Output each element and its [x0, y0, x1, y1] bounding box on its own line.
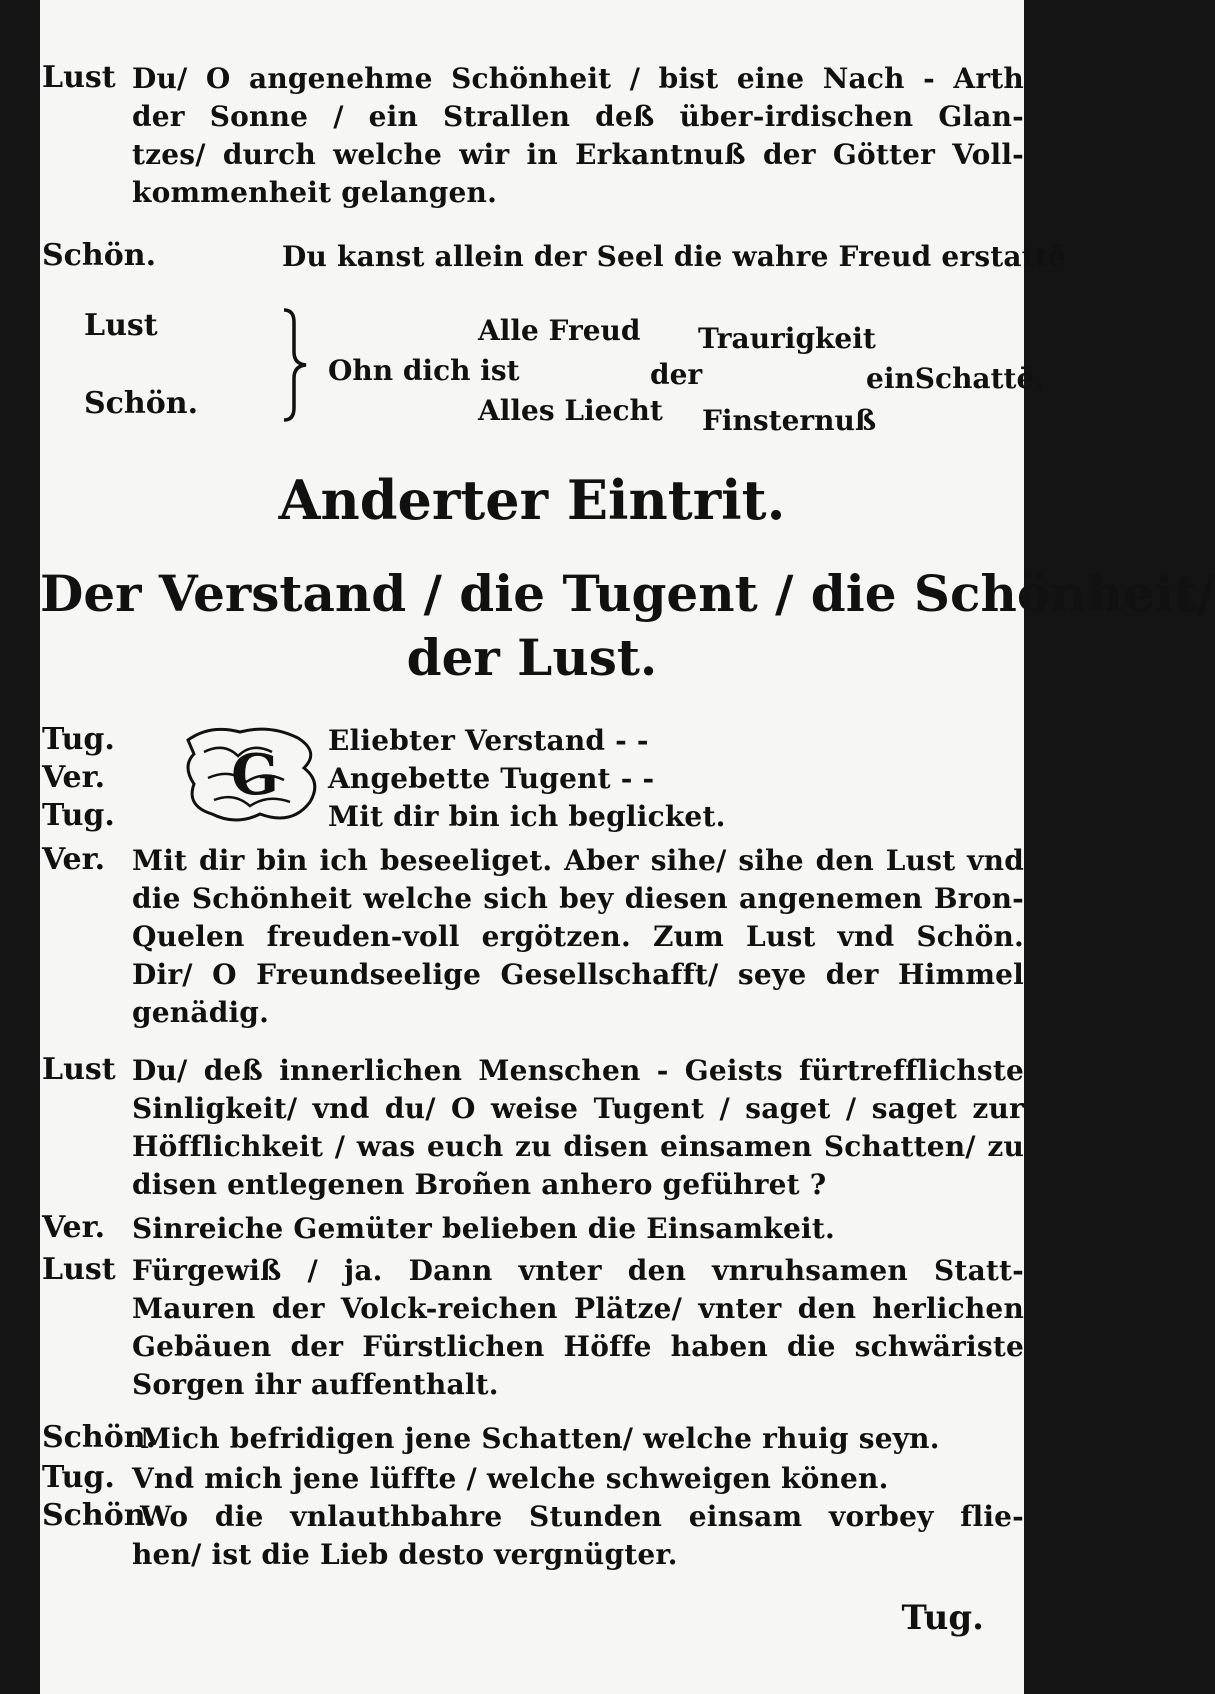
- speech-line: Höfflichkeit / was euch zu disen einsamen Schatten/ zu: [132, 1130, 1024, 1163]
- speaker-label: Lust: [42, 1252, 116, 1287]
- speech-line: Du/ O angenehme Schönheit / bist eine Nach - Arth: [132, 62, 1024, 95]
- verse-col2-bottom: Finsternuß: [702, 404, 877, 437]
- curly-brace-icon: [280, 306, 314, 424]
- verse-speaker: Lust: [84, 308, 158, 343]
- speech-line: Mauren der Volck-reichen Plätze/ vnter den herlichen: [132, 1292, 1024, 1325]
- verse-end: einSchattē.: [866, 362, 1045, 395]
- speech-line: Dir/ O Freundseelige Gesellschafft/ seye der Himmel: [132, 958, 1024, 991]
- verse-col2-top: Traurigkeit: [698, 322, 876, 355]
- speech-ver-1: [42, 760, 1024, 798]
- speech-schoen-1: [42, 238, 1067, 276]
- verse-speaker: Schön.: [84, 386, 199, 421]
- speech-line: Sinreiche Gemüter belieben die Einsamkeit.: [132, 1212, 835, 1245]
- speaker-label: Ver.: [42, 1210, 106, 1245]
- speaker-label: Lust: [42, 1052, 116, 1087]
- speech-line: Du/ deß innerlichen Menschen - Geists fürtrefflichste: [132, 1054, 1024, 1087]
- verse-col1-top: Alle Freud: [478, 314, 641, 347]
- speech-line: Eliebter Verstand - -: [328, 724, 649, 757]
- speech-line: Vnd mich jene lüffte / welche schweigen könen.: [132, 1462, 889, 1495]
- speech-line: Mit dir bin ich beseeliget. Aber sihe/ sihe den Lust vnd: [132, 844, 1024, 877]
- speech-lust-2: [42, 1052, 1024, 1204]
- verse-ohn: Ohn dich ist: [328, 354, 520, 387]
- speech-line: Du kanst allein der Seel die wahre Freud erstattē: [282, 240, 1067, 273]
- speech-line: Sorgen ihr auffenthalt.: [132, 1368, 499, 1401]
- speaker-label: Ver.: [42, 760, 106, 795]
- speaker-label: Schön.: [42, 1420, 157, 1455]
- verse-der: der: [650, 358, 703, 391]
- speech-tug-1: [42, 722, 1024, 760]
- book-page: [40, 0, 1215, 1694]
- catchword: Tug.: [901, 1598, 984, 1638]
- speaker-label: Schön.: [42, 238, 157, 273]
- speech-line: Angebette Tugent - -: [328, 762, 655, 795]
- speaker-label: Schön.: [42, 1498, 157, 1533]
- speech-tug-3: [42, 1460, 1024, 1498]
- speech-schoen-2: [42, 1420, 1024, 1458]
- speaker-label: Tug.: [42, 1460, 115, 1495]
- speech-line: die Schönheit welche sich bey diesen angenemen Bron-: [132, 882, 1024, 915]
- speaker-label: Ver.: [42, 842, 106, 877]
- speaker-label: Lust: [42, 60, 116, 95]
- speech-line: Mit dir bin ich beglicket.: [328, 800, 726, 833]
- cast-heading-line-2: der Lust.: [406, 628, 658, 687]
- verse-col1-bottom: Alles Liecht: [478, 394, 663, 427]
- speech-line: hen/ ist die Lieb desto vergnügter.: [132, 1538, 678, 1571]
- speech-schoen-3: [42, 1498, 1024, 1574]
- speaker-label: Tug.: [42, 722, 115, 757]
- speech-line: der Sonne / ein Strallen deß über-irdischen Glan-: [132, 100, 1024, 133]
- speech-line: tzes/ durch welche wir in Erkantnuß der Götter Voll-: [132, 138, 1024, 171]
- speech-line: Wo die vnlauthbahre Stunden einsam vorbey flie-: [140, 1500, 1024, 1533]
- cast-heading-line-1: Der Verstand / die Tugent / die Schönheit/: [40, 564, 1215, 623]
- scene-heading: Anderter Eintrit.: [278, 468, 786, 532]
- speech-line: Fürgewiß / ja. Dann vnter den vnruhsamen Statt-: [132, 1254, 1024, 1287]
- speech-ver-2: [42, 842, 1024, 1032]
- speech-line: Sinligkeit/ vnd du/ O weise Tugent / saget / saget zur: [132, 1092, 1024, 1125]
- speech-lust-1: [42, 60, 1024, 212]
- initial-letter: G: [231, 742, 279, 808]
- speech-ver-3: [42, 1210, 1024, 1248]
- speech-line: Quelen freuden-voll ergötzen. Zum Lust vnd Schön.: [132, 920, 1024, 953]
- speaker-label: Tug.: [42, 798, 115, 833]
- speech-lust-3: [42, 1252, 1024, 1404]
- speech-line: Gebäuen der Fürstlichen Höffe haben die schwäriste: [132, 1330, 1024, 1363]
- speech-tug-2: [42, 798, 1024, 836]
- speech-line: Mich befridigen jene Schatten/ welche rhuig seyn.: [140, 1422, 940, 1455]
- speech-line: kommenheit gelangen.: [132, 176, 498, 209]
- speech-line: disen entlegenen Broñen anhero geführet ?: [132, 1168, 827, 1201]
- speech-line: genädig.: [132, 996, 270, 1029]
